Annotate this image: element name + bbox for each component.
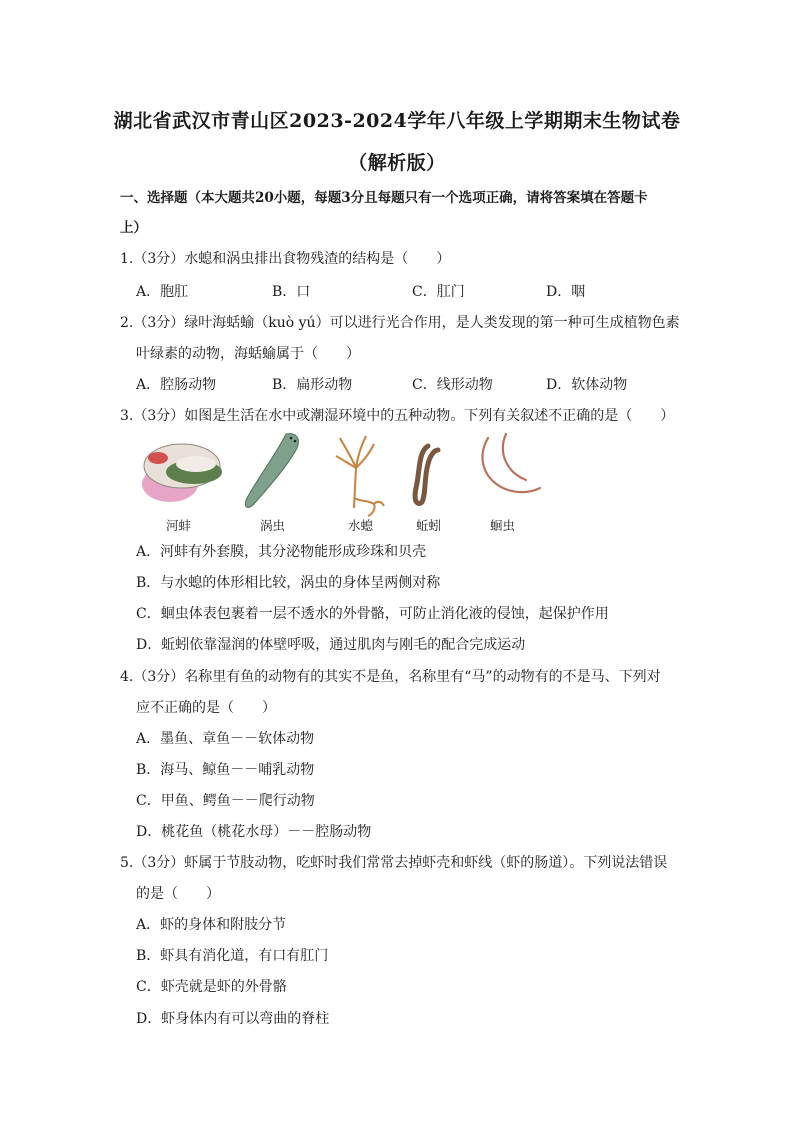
question-4-option-d: D．桃花鱼（桃花水母）－－腔肠动物	[136, 824, 372, 840]
figure-label-earthworm: 蚯蚓	[416, 518, 442, 533]
question-2-option-b: B．扁形动物	[272, 377, 353, 393]
page-title: 湖北省武汉市青山区2023-2024学年八年级上学期期末生物试卷	[113, 110, 681, 132]
question-5-stem-cont: 的是（ ）	[136, 886, 220, 902]
question-3-option-d: D．蚯蚓依靠湿润的体壁呼吸，通过肌肉与刚毛的配合完成运动	[136, 637, 526, 653]
figure-label-roundworm: 蛔虫	[490, 518, 516, 533]
figure-label-mussel: 河蚌	[166, 518, 192, 533]
question-1-option-c: C．肛门	[412, 284, 465, 300]
earthworm-illustration	[415, 446, 438, 503]
roundworm-illustration	[482, 434, 540, 492]
figure-label-hydra: 水螅	[348, 518, 374, 533]
question-5-option-a: A．虾的身体和附肢分节	[136, 917, 287, 933]
question-1-option-b: B．口	[272, 284, 311, 300]
question-4-stem-cont: 应不正确的是（ ）	[136, 700, 276, 716]
question-1-option-a: A．胞肛	[136, 284, 189, 300]
figure-label-planarian: 涡虫	[260, 518, 286, 533]
question-3-option-c: C．蛔虫体表包裹着一层不透水的外骨骼，可防止消化液的侵蚀，起保护作用	[136, 606, 609, 622]
question-5-option-b: B．虾具有消化道，有口有肛门	[136, 948, 329, 964]
question-5-stem: 5.（3分）虾属于节肢动物，吃虾时我们常常去掉虾壳和虾线（虾的肠道）。下列说法错误	[120, 855, 668, 871]
question-2-option-c: C．线形动物	[412, 377, 493, 393]
page-subtitle: （解析版）	[348, 152, 446, 174]
question-2-stem: 2.（3分）绿叶海蛞蝓（kuò yú）可以进行光合作用，是人类发现的第一种可生成植物色素	[120, 315, 680, 331]
question-2-option-d: D．软体动物	[546, 377, 628, 393]
question-4-stem: 4.（3分）名称里有鱼的动物有的其实不是鱼，名称里有“马”的动物有的不是马、下列对	[120, 669, 661, 685]
planarian-illustration	[245, 434, 298, 508]
hydra-illustration	[336, 436, 384, 516]
section-heading-cont: 上）	[120, 220, 147, 236]
question-2-option-a: A．腔肠动物	[136, 377, 217, 393]
question-5-option-c: C．虾壳就是虾的外骨骼	[136, 979, 287, 995]
question-5-option-d: D．虾身体内有可以弯曲的脊柱	[136, 1011, 330, 1027]
question-3-option-b: B．与水螅的体形相比较，涡虫的身体呈两侧对称	[136, 575, 441, 591]
question-3-stem: 3.（3分）如图是生活在水中或潮湿环境中的五种动物。下列有关叙述不正确的是（ ）	[120, 408, 675, 424]
mussel-illustration	[142, 444, 222, 502]
question-4-option-b: B．海马、鲸鱼－－哺乳动物	[136, 762, 315, 778]
question-3-option-a: A．河蚌有外套膜，其分泌物能形成珍珠和贝壳	[136, 544, 427, 560]
question-2-stem-cont: 叶绿素的动物，海蛞蝓属于（ ）	[136, 346, 360, 362]
question-4-option-a: A．墨鱼、章鱼－－软体动物	[136, 731, 315, 747]
section-heading: 一、选择题（本大题共20小题，每题3分且每题只有一个选项正确，请将答案填在答题卡	[120, 190, 648, 206]
question-1-stem: 1.（3分）水螅和涡虫排出食物残渣的结构是（ ）	[120, 251, 451, 267]
question-4-option-c: C．甲鱼、鳄鱼－－爬行动物	[136, 793, 315, 809]
question-1-option-d: D．咽	[546, 284, 586, 300]
